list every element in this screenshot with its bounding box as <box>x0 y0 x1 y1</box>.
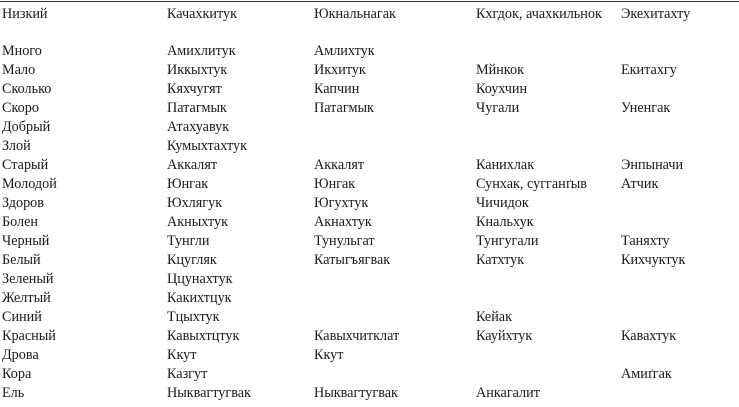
table-cell: Кяхчугят <box>167 81 222 97</box>
table-cell <box>476 365 621 384</box>
table-cell: Патагмык <box>167 100 227 116</box>
table-cell: Белый <box>2 252 41 268</box>
table-cell: Ныквагтугвак <box>167 385 251 401</box>
table-cell: Юхлягук <box>167 195 223 211</box>
table-cell <box>621 80 738 99</box>
header-cell: Экехитахту <box>621 6 691 22</box>
table-cell <box>314 289 476 308</box>
table-cell: Добрый <box>2 119 51 135</box>
table-cell: Тунгугали <box>476 233 539 249</box>
table-cell: Кауйхтук <box>476 328 533 344</box>
table-cell: Атахуавук <box>167 119 230 135</box>
table-cell: Сколько <box>2 81 52 97</box>
vocabulary-table <box>2 5 738 403</box>
table-cell <box>476 346 621 365</box>
table-cell: Синий <box>2 309 42 325</box>
table-cell: Желтый <box>2 290 51 306</box>
table-cell: Иккыхтук <box>167 62 228 78</box>
table-cell: Черный <box>2 233 50 249</box>
table-cell: Ккут <box>314 347 344 363</box>
table-cell: Юнгак <box>167 176 209 192</box>
table-cell <box>621 194 738 213</box>
table-cell: Катхтук <box>476 252 525 268</box>
table-row <box>2 156 738 175</box>
table-cell <box>314 270 476 289</box>
table-cell <box>621 289 738 308</box>
table-cell: Ныквагтугвак <box>314 385 398 401</box>
table-cell: Чугали <box>476 100 520 116</box>
table-row <box>2 61 738 80</box>
table-cell <box>621 346 738 365</box>
table-cell: Екитахгу <box>621 62 677 78</box>
table-cell: Икхитук <box>314 62 366 78</box>
table-cell: Тцыхтук <box>167 309 220 325</box>
table-cell: Мйнкок <box>476 62 524 78</box>
table-cell: Чичидок <box>476 195 529 211</box>
table-cell: Катыгъягвак <box>314 252 391 268</box>
table-row <box>2 365 738 384</box>
table-row <box>2 308 738 327</box>
table-row <box>2 232 738 251</box>
table-cell: Кавахтук <box>621 328 677 344</box>
table-cell: Здоров <box>2 195 44 211</box>
top-rule <box>0 1 739 2</box>
table-cell: Анкагалит <box>476 385 540 401</box>
table-cell: Кнальхук <box>476 214 534 230</box>
header-cell: Низкий <box>2 6 48 22</box>
table-row <box>2 175 738 194</box>
table-cell: Скоро <box>2 100 39 116</box>
header-cell: Юкнальнагак <box>314 6 396 22</box>
header-cell: Качахкитук <box>167 6 238 22</box>
table-cell: Амлихтук <box>314 43 375 59</box>
table-cell <box>476 42 621 61</box>
table-cell: Капчин <box>314 81 360 97</box>
table-cell: Сунхак, сугганґыв <box>476 176 587 192</box>
table-cell: Патагмык <box>314 100 374 116</box>
table-cell <box>476 137 621 156</box>
table-cell: Казгут <box>167 366 208 382</box>
table-cell: Какихтцук <box>167 290 232 306</box>
table-cell <box>314 308 476 327</box>
table-cell: Болен <box>2 214 39 230</box>
table-cell <box>621 270 738 289</box>
table-cell: Коухчин <box>476 81 528 97</box>
table-row <box>2 213 738 232</box>
table-row <box>2 251 738 270</box>
table-cell <box>621 42 738 61</box>
table-row <box>2 80 738 99</box>
table-cell: Красный <box>2 328 56 344</box>
table-cell: Амиґгак <box>621 366 672 382</box>
table-cell: Уненгак <box>621 100 671 116</box>
table-cell: Старый <box>2 157 49 173</box>
table-cell: Кора <box>2 366 32 382</box>
table-cell: Аккалят <box>314 157 365 173</box>
table-cell: Амихлитук <box>167 43 236 59</box>
table-cell <box>314 365 476 384</box>
table-cell: Ель <box>2 385 25 401</box>
table-row <box>2 289 738 308</box>
table-cell: Мало <box>2 62 36 78</box>
table-cell: Юнгак <box>314 176 356 192</box>
table-cell: Канихлак <box>476 157 535 173</box>
table-cell: Молодой <box>2 176 57 192</box>
table-cell <box>621 137 738 156</box>
table-cell: Кцугляк <box>167 252 217 268</box>
table-row <box>2 270 738 289</box>
table-cell <box>314 137 476 156</box>
table-row <box>2 118 738 137</box>
table-cell: Ккут <box>167 347 197 363</box>
table-cell <box>476 118 621 137</box>
table-cell <box>621 384 738 403</box>
table-row <box>2 137 738 156</box>
table-cell: Тунульгат <box>314 233 375 249</box>
table-cell: Ццунахтук <box>167 271 233 287</box>
table-cell: Дрова <box>2 347 39 363</box>
table-cell: Акныхтук <box>167 214 229 230</box>
header-row <box>2 5 738 42</box>
table-cell: Кумыхтахтук <box>167 138 247 154</box>
table-cell <box>621 118 738 137</box>
table-cell <box>621 213 738 232</box>
header-cell: Кхгдок, ачахкильнок <box>476 6 602 22</box>
table-row <box>2 194 738 213</box>
table-cell <box>314 118 476 137</box>
table-cell <box>476 270 621 289</box>
table-cell: Аккалят <box>167 157 218 173</box>
table-cell: Энпыначи <box>621 157 684 173</box>
table-cell: Кихчуктук <box>621 252 686 268</box>
table-cell: Злой <box>2 138 31 154</box>
table-cell: Зеленый <box>2 271 54 287</box>
table-cell: Югухтук <box>314 195 369 211</box>
table-cell: Кавыхчитклат <box>314 328 400 344</box>
table-cell: Таняхту <box>621 233 670 249</box>
table-row <box>2 327 738 346</box>
table-cell: Кавыхтцтук <box>167 328 240 344</box>
table-cell: Кейак <box>476 309 513 325</box>
table-row <box>2 384 738 403</box>
table-cell: Атчик <box>621 176 659 192</box>
table-row <box>2 99 738 118</box>
table-row <box>2 346 738 365</box>
table-cell: Много <box>2 43 42 59</box>
table-cell: Тунгли <box>167 233 210 249</box>
table-cell <box>621 308 738 327</box>
table-row <box>2 42 738 61</box>
table-cell: Акнахтук <box>314 214 372 230</box>
table-cell <box>476 289 621 308</box>
